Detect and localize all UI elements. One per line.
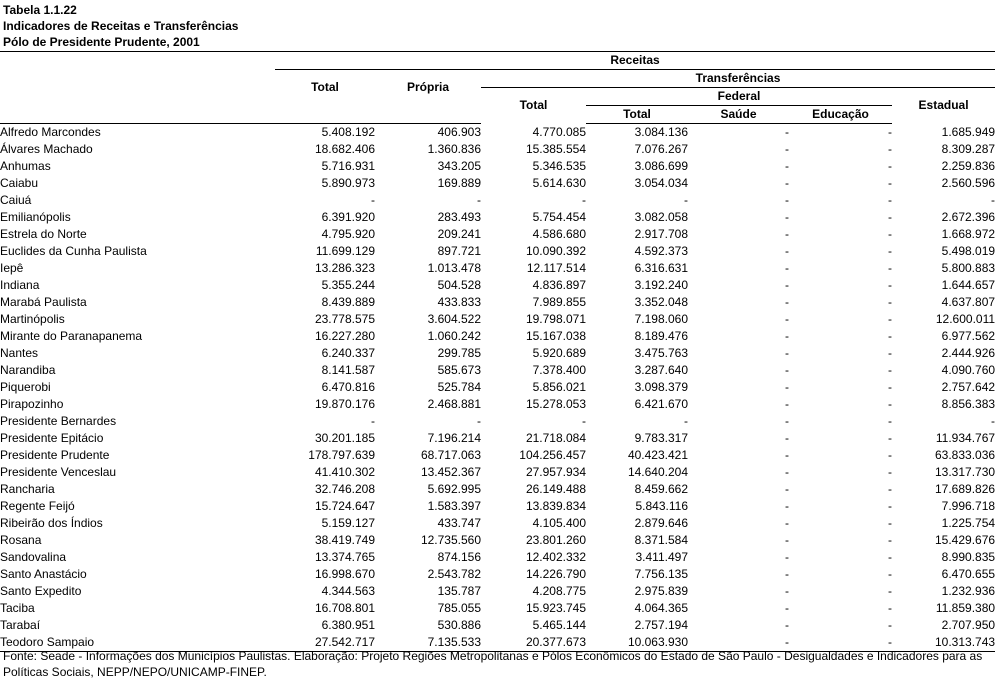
municipio-name: Indiana (0, 278, 40, 292)
cell-total: 41.410.302 (314, 465, 375, 479)
table-row (0, 243, 995, 260)
cell-propria: 585.673 (437, 363, 481, 377)
cell-estadual: 8.309.287 (941, 142, 996, 156)
municipio-name: Rosana (0, 533, 42, 547)
cell-educacao: - (888, 380, 892, 394)
cell-federal-total: 9.783.317 (634, 431, 688, 445)
header-transferencias-total: Total (519, 98, 548, 113)
cell-federal-total: 2.975.839 (634, 584, 688, 598)
cell-transferencias-total: 4.586.680 (532, 227, 586, 241)
cell-saude: - (785, 244, 789, 258)
table-row (0, 311, 995, 328)
cell-educacao: - (888, 312, 892, 326)
cell-educacao: - (888, 533, 892, 547)
cell-federal-total: 4.592.373 (634, 244, 688, 258)
table-row (0, 141, 995, 158)
cell-propria: 406.903 (437, 125, 481, 139)
cell-saude: - (785, 431, 789, 445)
header-propria: Própria (406, 80, 449, 95)
table-row (0, 413, 995, 430)
cell-transferencias-total: 26.149.488 (525, 482, 586, 496)
table-row (0, 345, 995, 362)
cell-federal-total: 3.352.048 (634, 295, 688, 309)
cell-estadual: 1.225.754 (941, 516, 996, 530)
cell-estadual: 4.090.760 (941, 363, 996, 377)
cell-saude: - (785, 227, 789, 241)
table-row (0, 260, 995, 277)
cell-total: 16.708.801 (314, 601, 375, 615)
cell-saude: - (785, 295, 789, 309)
table-row (0, 532, 995, 549)
municipio-name: Narandiba (0, 363, 56, 377)
header-saude: Saúde (688, 106, 789, 124)
municipio-name: Emilianópolis (0, 210, 71, 224)
cell-propria: 209.241 (437, 227, 481, 241)
cell-saude: - (785, 329, 789, 343)
cell-educacao: - (888, 295, 892, 309)
cell-estadual: - (991, 193, 996, 207)
table-row (0, 447, 995, 464)
cell-propria: 530.886 (437, 618, 481, 632)
cell-estadual: 12.600.011 (935, 312, 996, 326)
cell-total: - (371, 414, 375, 428)
cell-estadual: 1.685.949 (941, 124, 996, 139)
table-row (0, 566, 995, 583)
municipio-name: Estrela do Norte (0, 227, 87, 241)
cell-educacao: - (888, 499, 892, 513)
cell-propria: 7.196.214 (427, 431, 481, 445)
cell-educacao: - (888, 142, 892, 156)
cell-federal-total: 3.287.640 (634, 363, 688, 377)
table-row (0, 600, 995, 617)
municipio-name: Presidente Bernardes (0, 414, 117, 428)
cell-transferencias-total: 5.346.535 (532, 159, 586, 173)
cell-educacao: - (888, 244, 892, 258)
cell-federal-total: 6.421.670 (634, 397, 688, 411)
cell-educacao: - (888, 465, 892, 479)
cell-saude: - (785, 550, 789, 564)
cell-saude: - (785, 601, 789, 615)
source-note: Fonte: Seade - Informações dos Municípios Paulistas. Elaboração: Projeto Regiões Metropolitanas e Pólos Econômicos do Estado de São Paulo - Desigualdades e Indicadores para as Políticas Sociais, NEPP/NEPO/UNICAMP-FINEP. (3, 649, 983, 679)
cell-propria: 5.692.995 (427, 482, 481, 496)
municipio-name: Ribeirão dos Índios (0, 516, 103, 530)
cell-transferencias-total: 12.402.332 (525, 550, 586, 564)
table-subtitle: Pólo de Presidente Prudente, 2001 (3, 35, 200, 49)
municipio-name: Martinópolis (0, 312, 65, 326)
cell-estadual: 6.470.655 (941, 567, 996, 581)
cell-propria: 283.493 (437, 210, 481, 224)
cell-propria: 1.583.397 (427, 499, 481, 513)
table-row (0, 396, 995, 413)
municipio-name: Iepê (0, 261, 24, 275)
cell-saude: - (785, 278, 789, 292)
cell-propria: 299.785 (437, 346, 481, 360)
cell-federal-total: 3.082.058 (634, 210, 688, 224)
cell-total: 8.439.889 (321, 295, 375, 309)
cell-total: 18.682.406 (314, 142, 375, 156)
cell-estadual: 15.429.676 (934, 533, 996, 547)
cell-estadual: 1.232.936 (941, 584, 996, 598)
cell-educacao: - (888, 125, 892, 139)
municipio-name: Piquerobi (0, 380, 51, 394)
municipio-name: Presidente Epitácio (0, 431, 104, 445)
cell-propria: 433.833 (437, 295, 481, 309)
cell-transferencias-total: 4.770.085 (532, 124, 586, 139)
municipio-name: Caiuá (0, 193, 32, 207)
cell-federal-total: 10.063.930 (586, 634, 688, 652)
cell-educacao: - (888, 329, 892, 343)
cell-federal-total: 14.640.204 (627, 465, 688, 479)
cell-propria: 7.135.533 (375, 634, 481, 652)
cell-transferencias-total: 15.167.038 (525, 329, 586, 343)
table-title: Indicadores de Receitas e Transferências (3, 19, 239, 33)
cell-saude: - (785, 312, 789, 326)
municipio-name: Sandovalina (0, 550, 67, 564)
cell-estadual: - (991, 414, 996, 428)
table-header (0, 52, 995, 124)
cell-federal-total: 3.086.699 (634, 159, 688, 173)
table-row (0, 294, 995, 311)
cell-saude: - (785, 380, 789, 394)
table-row (0, 192, 995, 209)
municipio-name: Santo Anastácio (0, 567, 87, 581)
cell-saude: - (785, 465, 789, 479)
table-row (0, 430, 995, 447)
cell-educacao: - (888, 261, 892, 275)
cell-transferencias-total: 4.208.775 (532, 584, 586, 598)
cell-total: - (371, 193, 375, 207)
cell-transferencias-total: 21.718.084 (525, 431, 586, 445)
cell-transferencias-total: 5.754.454 (532, 210, 586, 224)
municipio-name: Alfredo Marcondes (0, 125, 101, 139)
cell-educacao: - (888, 397, 892, 411)
municipio-name: Presidente Venceslau (0, 465, 117, 479)
cell-saude: - (785, 567, 789, 581)
header-estadual: Estadual (918, 98, 969, 113)
cell-saude: - (785, 533, 789, 547)
cell-saude: - (688, 634, 789, 652)
cell-propria: 1.060.242 (427, 329, 481, 343)
cell-educacao: - (888, 618, 892, 632)
table-row (0, 362, 995, 379)
cell-estadual: 1.668.972 (941, 227, 996, 241)
table-number: Tabela 1.1.22 (3, 3, 77, 17)
cell-federal-total: 3.084.136 (634, 125, 688, 139)
municipio-name: Mirante do Paranapanema (0, 329, 143, 343)
cell-federal-total: 5.843.116 (635, 499, 688, 513)
table-row (0, 277, 995, 294)
cell-educacao: - (888, 550, 892, 564)
municipio-name: Tarabaí (0, 618, 41, 632)
cell-saude: - (785, 210, 789, 224)
table-title-block (3, 2, 238, 50)
municipio-name: Anhumas (0, 159, 51, 173)
cell-total: 6.391.920 (321, 210, 375, 224)
header-federal-total: Total (586, 106, 688, 124)
cell-federal-total: 3.054.034 (634, 176, 688, 190)
cell-total: 6.380.951 (321, 618, 375, 632)
cell-transferencias-total: 5.856.021 (532, 380, 586, 394)
table-row (0, 481, 995, 498)
cell-total: 38.419.749 (314, 533, 375, 547)
cell-transferencias-total: 10.090.392 (525, 244, 586, 258)
cell-educacao: - (888, 346, 892, 360)
table-row (0, 158, 995, 175)
cell-federal-total: 2.879.646 (634, 516, 688, 530)
cell-federal-total: 7.756.135 (634, 567, 688, 581)
cell-estadual: 10.313.743 (892, 634, 995, 652)
cell-propria: 2.468.881 (427, 397, 481, 411)
municipio-name: Rancharia (0, 482, 55, 496)
cell-total: 8.141.587 (321, 363, 375, 377)
cell-estadual: 2.259.836 (941, 159, 996, 173)
cell-educacao: - (888, 516, 892, 530)
cell-educacao: - (789, 634, 892, 652)
municipio-name: Regente Feijó (0, 499, 75, 513)
cell-propria: 135.787 (437, 584, 481, 598)
cell-total: 30.201.185 (314, 431, 375, 445)
municipio-name: Santo Expedito (0, 584, 82, 598)
cell-estadual: 2.672.396 (941, 210, 996, 224)
cell-total: 4.795.920 (321, 227, 375, 241)
cell-propria: 13.452.367 (420, 465, 481, 479)
cell-educacao: - (888, 431, 892, 445)
cell-transferencias-total: 15.385.554 (525, 142, 586, 156)
cell-transferencias-total: 23.801.260 (525, 533, 586, 547)
cell-estadual: 5.498.019 (941, 244, 996, 258)
cell-total: 23.778.575 (314, 312, 375, 326)
table-row (0, 515, 995, 532)
municipio-name: Euclides da Cunha Paulista (0, 244, 147, 258)
table-row (0, 379, 995, 396)
cell-transferencias-total: 5.465.144 (532, 618, 586, 632)
cell-propria: 1.360.836 (427, 142, 481, 156)
cell-propria: 1.013.478 (427, 261, 481, 275)
cell-total: 5.716.931 (321, 159, 375, 173)
cell-saude: - (785, 618, 789, 632)
cell-estadual: 63.833.036 (934, 448, 996, 462)
cell-total: 5.355.244 (321, 278, 375, 292)
cell-saude: - (785, 346, 789, 360)
cell-propria: 3.604.522 (427, 312, 481, 326)
revenue-table (0, 51, 995, 652)
cell-saude: - (785, 482, 789, 496)
cell-propria: 433.747 (437, 516, 481, 530)
table-row (0, 209, 995, 226)
cell-total: 19.870.176 (314, 397, 375, 411)
table-row (0, 175, 995, 192)
cell-educacao: - (888, 159, 892, 173)
cell-estadual: 2.707.950 (941, 618, 996, 632)
cell-saude: - (785, 414, 789, 428)
municipio-name: Marabá Paulista (0, 295, 87, 309)
cell-saude: - (785, 176, 789, 190)
cell-propria: 525.784 (437, 380, 481, 394)
cell-total: 5.890.973 (321, 176, 375, 190)
header-transferencias: Transferências (481, 70, 995, 88)
cell-transferencias-total: 20.377.673 (481, 634, 586, 652)
cell-propria: 2.543.782 (427, 567, 481, 581)
cell-saude: - (785, 125, 789, 139)
cell-estadual: 2.560.596 (941, 176, 996, 190)
cell-propria: 504.528 (437, 278, 481, 292)
cell-transferencias-total: 14.226.790 (525, 567, 586, 581)
municipio-name: Nantes (0, 346, 39, 360)
cell-estadual: 11.934.767 (935, 431, 996, 445)
cell-propria: - (477, 414, 481, 428)
cell-educacao: - (888, 482, 892, 496)
table-row (0, 226, 995, 243)
table-row (0, 583, 995, 600)
table-row (0, 617, 995, 634)
cell-educacao: - (888, 584, 892, 598)
cell-educacao: - (888, 278, 892, 292)
cell-federal-total: - (684, 414, 688, 428)
cell-estadual: 17.689.826 (934, 482, 996, 496)
cell-saude: - (785, 159, 789, 173)
cell-total: 16.227.280 (314, 329, 375, 343)
cell-educacao: - (888, 176, 892, 190)
cell-educacao: - (888, 448, 892, 462)
cell-federal-total: 3.411.497 (635, 550, 688, 564)
municipio-name: Taciba (0, 601, 35, 615)
cell-federal-total: 40.423.421 (627, 448, 688, 462)
cell-federal-total: 3.475.763 (634, 346, 688, 360)
cell-federal-total: 8.371.584 (634, 533, 688, 547)
table-row (0, 498, 995, 515)
cell-transferencias-total: 12.117.514 (526, 261, 586, 275)
cell-estadual: 6.977.562 (941, 329, 996, 343)
cell-total: 13.374.765 (314, 550, 375, 564)
cell-propria: 874.156 (437, 550, 481, 564)
cell-total: 178.797.639 (308, 448, 375, 462)
cell-total: 5.159.127 (321, 516, 375, 530)
table-body (0, 124, 995, 652)
cell-estadual: 2.757.642 (941, 380, 996, 394)
cell-total: 11.699.129 (315, 244, 375, 258)
cell-transferencias-total: 7.989.855 (532, 295, 586, 309)
cell-transferencias-total: 4.836.897 (532, 278, 586, 292)
cell-federal-total: 4.064.365 (634, 601, 688, 615)
cell-saude: - (785, 193, 789, 207)
cell-transferencias-total: 5.920.689 (532, 346, 586, 360)
cell-saude: - (785, 499, 789, 513)
cell-federal-total: 7.076.267 (634, 142, 688, 156)
cell-estadual: 2.444.926 (941, 346, 996, 360)
cell-federal-total: - (684, 193, 688, 207)
cell-federal-total: 7.198.060 (634, 312, 688, 326)
cell-estadual: 5.800.883 (941, 261, 996, 275)
cell-saude: - (785, 584, 789, 598)
municipio-name: Presidente Prudente (0, 448, 110, 462)
cell-total: 5.408.192 (321, 125, 375, 139)
cell-propria: 897.721 (437, 244, 481, 258)
cell-estadual: 13.317.730 (934, 465, 996, 479)
cell-federal-total: 2.757.194 (634, 618, 688, 632)
cell-estadual: 4.637.807 (941, 295, 996, 309)
cell-saude: - (785, 363, 789, 377)
cell-educacao: - (888, 193, 892, 207)
header-educacao: Educação (789, 106, 892, 124)
municipio-name: Teodoro Sampaio (0, 634, 275, 652)
header-receitas: Receitas (275, 52, 995, 70)
cell-propria: 343.205 (437, 159, 481, 173)
cell-transferencias-total: 15.923.745 (525, 601, 586, 615)
cell-educacao: - (888, 210, 892, 224)
cell-total: 32.746.208 (314, 482, 375, 496)
cell-estadual: 11.859.380 (935, 601, 996, 615)
cell-educacao: - (888, 567, 892, 581)
cell-propria: - (477, 193, 481, 207)
cell-transferencias-total: 7.378.400 (532, 363, 586, 377)
cell-educacao: - (888, 227, 892, 241)
cell-federal-total: 8.189.476 (634, 329, 688, 343)
cell-total: 13.286.323 (314, 261, 375, 275)
cell-federal-total: 8.459.662 (634, 482, 688, 496)
cell-total: 15.724.647 (314, 499, 375, 513)
cell-propria: 12.735.560 (420, 533, 481, 547)
table-row (0, 464, 995, 481)
cell-federal-total: 2.917.708 (634, 227, 688, 241)
cell-transferencias-total: 5.614.630 (532, 176, 586, 190)
cell-total: 6.470.816 (321, 380, 375, 394)
cell-educacao: - (888, 363, 892, 377)
cell-federal-total: 6.316.631 (634, 261, 688, 275)
cell-saude: - (785, 397, 789, 411)
cell-saude: - (785, 261, 789, 275)
cell-estadual: 8.856.383 (941, 397, 996, 411)
header-federal: Federal (586, 88, 892, 106)
cell-estadual: 1.644.657 (941, 278, 996, 292)
cell-transferencias-total: 15.278.053 (525, 397, 586, 411)
cell-saude: - (785, 448, 789, 462)
cell-saude: - (785, 516, 789, 530)
header-total: Total (311, 80, 339, 95)
municipio-name: Álvares Machado (0, 142, 93, 156)
cell-transferencias-total: - (582, 414, 586, 428)
cell-federal-total: 3.098.379 (634, 380, 688, 394)
cell-total: 16.998.670 (314, 567, 375, 581)
cell-total: 6.240.337 (321, 346, 375, 360)
municipio-name: Caiabu (0, 176, 39, 190)
cell-propria: 68.717.063 (420, 448, 481, 462)
cell-transferencias-total: - (582, 193, 586, 207)
cell-transferencias-total: 19.798.071 (525, 312, 586, 326)
cell-educacao: - (888, 601, 892, 615)
table-row (0, 124, 995, 142)
cell-educacao: - (888, 414, 892, 428)
cell-saude: - (785, 142, 789, 156)
table-row (0, 549, 995, 566)
cell-transferencias-total: 104.256.457 (519, 448, 586, 462)
cell-propria: 169.889 (437, 176, 481, 190)
cell-transferencias-total: 4.105.400 (532, 516, 586, 530)
cell-estadual: 8.990.835 (941, 550, 996, 564)
cell-total: 4.344.563 (321, 584, 375, 598)
cell-transferencias-total: 13.839.834 (525, 499, 586, 513)
cell-estadual: 7.996.718 (941, 499, 996, 513)
cell-propria: 785.055 (437, 601, 481, 615)
cell-total: 27.542.717 (275, 634, 375, 652)
municipio-name: Pirapozinho (0, 397, 64, 411)
cell-federal-total: 3.192.240 (634, 278, 688, 292)
table-row (0, 328, 995, 345)
cell-transferencias-total: 27.957.934 (525, 465, 586, 479)
